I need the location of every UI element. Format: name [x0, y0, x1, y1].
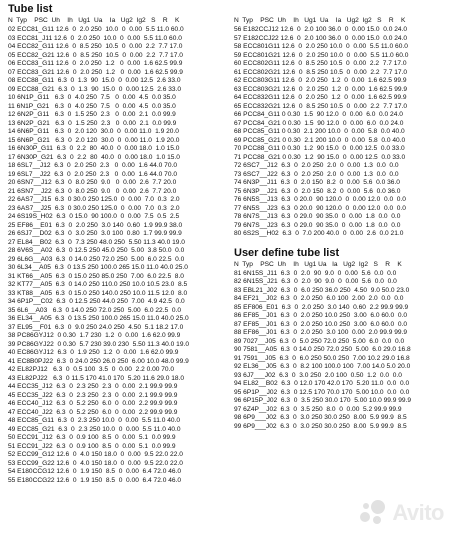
tube-row: 31 KT66__A05 6.3 0 15.0 250 85.0 250 7.00 6.0 22.5 8.0	[8, 272, 184, 280]
tube-row: 84 EF21__J02 6.3 0 2.0 250 6.0 100 2.00 2.0 0.0 0.0	[234, 295, 404, 302]
tube-row: 76 6N5S__J13 6.3 0 20.0 90 120.0 0 0.00 12.0 0.0 0.0	[234, 196, 406, 203]
tube-row: 90 7581__A05 6.3 0 14.0 250 72.0 250 5.00 6.0 29.0 16.8	[234, 346, 411, 353]
tube-row: 52 ECC99_G12 12.6 0 4.0 150 18.0 0 0.00 9.5 22.0 22.0	[8, 451, 183, 458]
tube-row: 36 EL34__A05 6.3 0 13.5 250 100.0 265 15.0 11.0 40.0 25.0	[8, 315, 189, 322]
tube-row: 43 EL82PJ22 6.3 0 11.5 170 41.0 170 5.20 11.6 29.0 18.0	[8, 374, 185, 382]
avito-logo-icon	[358, 498, 388, 528]
tube-row: 55 E180CCG22 12.6 0 1.9 150 8.5 0 0.00 6.4 72.0 46.0	[8, 476, 182, 484]
tube-row: 59 ECC801G21 12.6 0 2.0 250 10.0 0 0.00 5.5 11.0 60.0	[234, 51, 409, 59]
tube-row: 04 ECC82_G11 12.6 0 8.5 250 10.5 0 0.00 2.2 7.7 17.0	[8, 43, 183, 50]
tube-row: 95 6P1P__J02 6.3 0 12.5 170 70.0 170 5.00 10.0 0.0 0.0	[234, 388, 410, 396]
tube-row: 75 6N3P__J21 6.3 0 2.0 150 8.2 0 0.00 5.6 0.0 36.0	[234, 187, 401, 195]
tube-row: 73 6SC7__J22 6.3 0 2.0 250 2.0 0 0.00 1.3 0.0 0.0	[234, 170, 399, 178]
user-define-title: User define tube list	[234, 246, 340, 259]
user-define-header: N Typ PSC Uh Ih Ug1 Ua Ia Ug2 Ig2 S R K	[234, 260, 402, 268]
tube-row: 81 6N15S_J11 6.3 0 2.0 90 9.0 0 0.00 5.6 0.0 0.0	[234, 269, 397, 277]
tube-row: 48 ECC85_G11 6.3 0 2.3 250 10.0 0 0.00 5.5 11.0 40.0	[8, 417, 181, 424]
tube-row: 42 EL82PJ12 6.3 0 0.5 100 3.5 0 0.00 2.2 0.00 70.0	[8, 366, 175, 373]
tube-row: 78 6N7S__J13 6.3 0 29.0 90 35.0 0 0.00 1.8 0.0 0.0	[234, 213, 401, 220]
tube-row: 62 ECC803G11 12.6 0 2.0 250 1.2 0 0.00 1.6 62.5 99.9	[234, 77, 407, 84]
tube-row: 54 E180CCG12 12.6 0 1.9 150 8.5 0 0.00 6.4 72.0 46.0	[8, 468, 182, 475]
tube-row: 60 ECC802G11 12.6 0 8.5 250 10.5 0 0.00 2.2 7.7 17.0	[234, 60, 407, 67]
tube-row: 71 PCC88_G21 0 0.30 1.2 90 15.0 0 0.00 12.5 0.0 33.0	[234, 153, 406, 161]
tube-row: 46 ECC40_J12 6.3 0 5.2 250 6.0 0 0.00 2.2 99.9 99.9	[8, 400, 178, 407]
tube-row: 61 ECC802G21 12.6 0 8.5 250 10.5 0 0.00 2.2 7.7 17.0	[234, 68, 408, 76]
tube-row: 27 EL84__B02 6.3 0 7.3 250 48.0 250 5.50 11.3 40.0 19.0	[8, 238, 185, 246]
tube-row: 13 6N2P_G21 6.3 0 1.5 250 2.3 0 0.00 2.1 0.0 99.9	[8, 119, 177, 127]
tube-row: 70 PCC88_G11 0 0.30 1.2 90 15.0 0 0.00 12.5 0.0 33.0	[234, 145, 405, 152]
avito-watermark-text: Avito	[392, 500, 444, 525]
tube-row: 69 PCC85_G21 0 0.30 2.1 200 10.0 0 0.00 5.8 0.0 40.0	[234, 136, 406, 144]
tube-row: 02 ECC81_G11 12.6 0 2.0 250 10.0 0 0.00 5.5 11.0 60.0	[8, 26, 184, 33]
tube-row: 41 EC8B0PJ22 6.3 0 24.0 250 26.0 250 6.00 10.0 48.0 99.9	[8, 357, 189, 365]
avito-watermark	[358, 498, 444, 528]
tube-row: 89 7027__J05 6.3 0 5.0 250 72.0 250 5.00 6.0 0.0 0.0	[234, 337, 405, 345]
tube-row: 65 ECC832G21 12.6 0 8.5 250 10.5 0 0.00 2.2 7.7 17.0	[234, 102, 408, 110]
tube-row: 10 6N1P_G11 6.3 0 4.0 250 7.5 0 0.00 4.5 0.0 35.0	[8, 94, 176, 101]
tube-row: 29 6L6G__A03 6.3 0 14.0 250 72.0 250 5.00 6.0 22.5 0.0	[8, 255, 185, 263]
tube-row: 93 6J7___J02 6.3 0 3.0 250 2.0 100 0.50 1.2 0.0 0.0	[234, 371, 402, 379]
tube-row: 39 PC86GYJ22 0 0.30 5.7 230 39.0 230 5.50 11.3 40.0 19.0	[8, 340, 189, 348]
tube-row: 99 6P9___J02 6.3 0 3.0 250 30.0 250 8.00 5.9 99.9 8.5	[234, 422, 407, 430]
tube-row: 85 EF806_E01 6.3 0 2.0 250 3.0 140 0.60 2.2 99.9 99.9	[234, 303, 409, 311]
tube-row: 56 E182CCJ12 12.6 0 2.0 100 36.0 0 0.00 15.0 0.0 24.0	[234, 26, 408, 33]
tube-row: 97 6Z4P__J02 6.3 0 3.5 250 8.0 0 0.00 5.2 99.9 99.9	[234, 405, 402, 413]
tube-row: 74 6N3P__J11 6.3 0 2.0 150 8.2 0 0.00 5.6 0.0 36.0	[234, 179, 400, 186]
tube-row: 40 EC86GYJ12 6.3 0 1.9 250 1.2 0 0.00 1.6 62.0 99.9	[8, 349, 179, 356]
tube-list-header-2: N Typ PSC Uh Ih Ug1 Ua Ia Ug2 Ig2 S R K	[234, 17, 406, 24]
tube-row: 91 7591__J05 6.3 0 6.0 250 50.0 250 7.00 10.2 29.0 16.8	[234, 354, 410, 362]
tube-row: 94 EL82__B02 6.3 0 12.0 170 42.0 170 5.20 11.0 0.0 0.0	[234, 380, 410, 387]
tube-row: 21 6SN7__J22 6.3 0 8.0 250 9.0 0 0.00 2.6 7.7 20.0	[8, 187, 177, 195]
tube-row: 57 E182CCJ22 12.6 0 2.0 100 36.0 0 0.00 15.0 0.0 24.0	[234, 34, 408, 42]
tube-row: 45 ECC35_J22 6.3 0 2.3 250 2.3 0 0.00 2.1 99.9 99.9	[8, 391, 178, 399]
tube-row: 79 6N7S__J23 6.3 0 29.0 90 35.0 0 0.00 1.8 0.0 0.0	[234, 221, 401, 229]
tube-row: 72 6SC7__J12 6.3 0 2.0 250 2.0 0 0.00 1.3 0.0 0.0	[234, 162, 399, 169]
tube-row: 86 EF85__J01 6.3 0 2.0 250 10.0 250 3.00 6.0 60.0 0.0	[234, 312, 408, 319]
tube-row: 98 6P9___J02 6.3 0 3.0 250 30.0 250 8.00 5.9 99.9 8.5	[234, 414, 407, 421]
tube-row: 58 ECC801G11 12.6 0 2.0 250 10.0 0 0.00 5.5 11.0 60.0	[234, 43, 408, 50]
tube-row: 35 6L6__A03 6.3 0 14.0 250 72.0 250 5.00 6.0 22.5 0.0	[8, 306, 182, 314]
tube-row: 92 EL36__J05 6.3 0 8.2 100 100.0 100 7.00 14.0 5.0 20.0	[234, 363, 411, 370]
tube-row: 67 PCC84_G21 0 0.30 1.5 90 12.0 0 0.00 6.0 0.0 24.0	[234, 119, 404, 127]
tube-row: 47 ECC40_J22 6.3 0 5.2 250 6.0 0 0.00 2.2 99.9 99.9	[8, 408, 178, 416]
tube-row: 03 ECC81_J11 12.6 0 2.0 250 10.0 0 0.00 5.5 11.0 60.0	[8, 34, 182, 42]
tube-row: 08 ECC88_G11 6.3 0 1.3 90 15.0 0 0.00 12.5 2.6 33.0	[8, 77, 181, 84]
tube-row: 18 6SL7__J12 6.3 0 2.0 250 2.3 0 0.00 1.6 44.0 70.0	[8, 162, 178, 169]
tube-row: 49 ECC85_G21 6.3 0 2.3 250 10.0 0 0.00 5.5 11.0 40.0	[8, 425, 181, 433]
tube-row: 80 6S2S__H02 6.3 0 7.0 200 40.0 0 0.00 2.6 0.0 21.0	[234, 230, 404, 237]
tube-row: 22 6AS7__J15 6.3 0 30.0 250 125.0 0 0.00 7.0 0.3 2.0	[8, 196, 180, 203]
tube-list-rows-2	[234, 26, 454, 239]
tube-row: 66 PCC84_G11 0 0.30 1.5 90 12.0 0 0.00 6.0 0.0 24.0	[234, 111, 403, 118]
tube-row: 05 ECC82_G21 12.6 0 8.5 250 10.5 0 0.00 2.2 7.7 17.0	[8, 51, 183, 59]
tube-list-left-column	[8, 0, 230, 485]
tube-row: 77 6N5S__J23 6.3 0 20.0 90 120.0 0 0.00 12.0 0.0 0.0	[234, 204, 406, 212]
tube-list-right-column	[234, 0, 454, 431]
tube-row: 50 ECC91_J12 6.3 0 0.9 100 8.5 0 0.00 5.1 0.0 99.9	[8, 434, 176, 441]
tube-row: 44 ECC35_J12 6.3 0 2.3 250 2.3 0 0.00 2.1 99.9 99.9	[8, 383, 178, 390]
tube-list-rows	[8, 26, 230, 485]
tube-row: 20 6SN7__J12 6.3 0 8.0 250 9.0 0 0.00 2.6 7.7 20.0	[8, 179, 177, 186]
tube-row: 23 6AS7__J25 6.3 0 30.0 250 125.0 0 0.00 7.0 0.3 2.0	[8, 204, 180, 212]
tube-row: 19 6SL7__J22 6.3 0 2.0 250 2.3 0 0.00 1.6 44.0 70.0	[8, 170, 178, 178]
tube-row: 34 6P1P__C02 6.3 0 12.5 250 44.0 250 7.00 4.9 42.5 0.0	[8, 298, 185, 305]
tube-row: 96 6P15P_J02 6.3 0 3.5 250 30.0 170 5.00 10.0 99.9 99.9	[234, 397, 412, 404]
tube-row: 07 ECC83_G21 12.6 0 2.0 250 1.2 0 0.00 1.6 62.5 99.9	[8, 68, 183, 76]
tube-row: 09 ECC88_G21 6.3 0 1.3 90 15.0 0 0.00 12.5 2.6 33.0	[8, 85, 182, 93]
tube-list-title: Tube list	[8, 3, 53, 15]
tube-row: 87 EF85__J01 6.3 0 2.0 250 10.0 250 3.00 6.0 60.0 0.0	[234, 320, 408, 328]
user-define-rows	[234, 270, 454, 432]
tube-row: 11 6N1P_G21 6.3 0 4.0 250 7.5 0 0.00 4.5 0.0 35.0	[8, 102, 176, 110]
tube-row: 63 ECC803G21 12.6 0 2.0 250 1.2 0 0.00 1.6 62.5 99.9	[234, 85, 408, 93]
tube-row: 68 PCC85_G11 0 0.30 2.1 200 10.0 0 0.00 5.8 0.0 40.0	[234, 128, 405, 135]
tube-row: 26 6SJ7__D02 6.3 0 3.0 250 3.0 100 0.80 1.7 99.9 99.9	[8, 230, 182, 237]
tube-row: 06 ECC83_G11 12.6 0 2.0 250 1.2 0 0.00 1.6 62.5 99.9	[8, 60, 183, 67]
tube-row: 53 ECC99_G22 12.6 0 4.0 150 18.0 0 0.00 9.5 22.0 22.0	[8, 459, 183, 467]
tube-row: 15 6N6P_G21 6.3 0 2.0 120 30.0 0 0.00 11.0 1.9 20.0	[8, 136, 180, 144]
tube-row: 25 EF86__E01 6.3 0 2.0 250 3.0 140 0.60 1.9 99.9 38.0	[8, 221, 183, 229]
tube-row: 82 6N15S_J21 6.3 0 2.0 90 9.0 0 0.00 5.6 0.0 0.0	[234, 278, 397, 285]
tube-row: 88 EF86__J01 6.3 0 2.0 250 3.0 100 0.00 2.0 99.9 99.9	[234, 329, 408, 336]
tube-row: 38 PC86GYJ12 0 0.30 1.7 230 1.2 0 0.00 1.6 62.0 99.9	[8, 332, 181, 339]
tube-row: 83 EBL21_J02 6.3 0 6.0 250 36.0 250 4.50 9.0 50.0 23.0	[234, 286, 410, 294]
tube-row: 64 ECC832G11 12.6 0 2.0 250 1.2 0 0.00 1.6 62.5 99.9	[234, 94, 407, 101]
tube-row: 37 EL95__F01 6.3 0 9.0 250 24.0 250 4.50 5.1 18.2 17.0	[8, 323, 184, 331]
tube-row: 30 6L34__A05 6.3 0 13.5 250 100.0 265 15.0 11.0 40.0 25.0	[8, 264, 188, 271]
tube-row: 24 6S19S_H02 6.3 0 15.0 90 100.0 0 0.00 7.5 0.5 2.5	[8, 213, 180, 220]
tube-row: 16 6N30P_G11 6.3 0 2.2 80 40.0 0 0.00 18.0 1.0 15.0	[8, 145, 180, 152]
tube-list-header: N Typ PSC Uh Ih Ug1 Ua Ia Ug2 Ig2 S R K	[8, 17, 180, 24]
tube-row: 14 6N6P_G11 6.3 0 2.0 120 30.0 0 0.00 11.0 1.9 20.0	[8, 128, 179, 135]
tube-row: 17 6N30P_G21 6.3 0 2.2 80 40.0 0 0.00 18.0 1.0 15.0	[8, 153, 180, 161]
tube-row: 32 KT77__A05 6.3 0 14.0 250 110.0 250 10.0 10.5 23.0 8.5	[8, 281, 188, 288]
tube-row: 28 6V6S__A02 6.3 0 12.5 250 45.0 250 5.00 3.8 50.0 0.0	[8, 247, 185, 254]
tube-row: 51 ECC91_J22 6.3 0 0.9 100 8.5 0 0.00 5.1 0.0 99.9	[8, 442, 176, 450]
tube-row: 12 6N2P_G11 6.3 0 1.5 250 2.3 0 0.00 2.1 0.0 99.9	[8, 111, 176, 118]
tube-row: 33 KT88__A05 6.3 0 15.0 250 140.0 250 10.0 11.5 12.0 8.0	[8, 289, 188, 297]
